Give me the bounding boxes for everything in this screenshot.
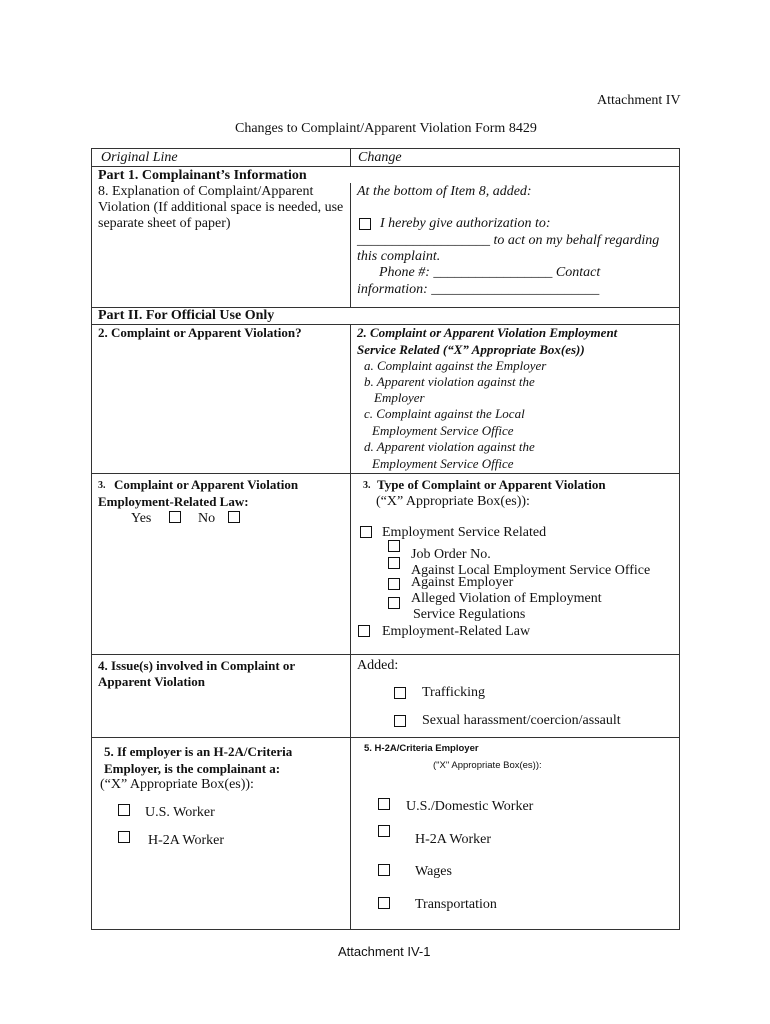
- row3-orig-title: Employment-Related Law:: [98, 494, 249, 509]
- authorization-line: ___________________ to act on my behalf regarding: [357, 233, 660, 248]
- option-label: Alleged Violation of Employment: [411, 591, 602, 606]
- transportation-checkbox[interactable]: [378, 897, 390, 909]
- part1-orig-line: 8. Explanation of Complaint/Apparent: [98, 184, 314, 199]
- attachment-label: Attachment IV: [597, 93, 681, 108]
- row3-change-num: 3.: [363, 480, 371, 491]
- row2-change-title: Service Related (“X” Appropriate Box(es)): [357, 342, 585, 357]
- row3-orig-num: 3.: [98, 480, 106, 491]
- row5-orig: 5. If employer is an H-2A/Criteria: [104, 744, 293, 759]
- option-label: H-2A Worker: [415, 832, 491, 847]
- us-worker-checkbox[interactable]: [118, 804, 130, 816]
- authorization-line: information: ________________________: [357, 282, 600, 297]
- option-label: Against Employer: [411, 575, 514, 590]
- row5-orig: (“X” Appropriate Box(es)):: [100, 777, 254, 792]
- row4-orig: 4. Issue(s) involved in Complaint or: [98, 658, 296, 673]
- option-label: Transportation: [415, 897, 497, 912]
- row2-orig: 2. Complaint or Apparent Violation?: [98, 325, 302, 340]
- wages-checkbox[interactable]: [378, 864, 390, 876]
- part1-change-intro: At the bottom of Item 8, added:: [357, 184, 532, 199]
- option-label: H-2A Worker: [148, 833, 224, 848]
- row2-item: b. Apparent violation against the: [364, 374, 535, 389]
- authorization-line: Phone #: _________________ Contact: [379, 265, 601, 280]
- trafficking-checkbox[interactable]: [394, 687, 406, 699]
- yes-checkbox[interactable]: [169, 511, 181, 523]
- row5-change-sub: ("X" Appropriate Box(es)):: [433, 760, 542, 771]
- part1-orig-line: separate sheet of paper): [98, 216, 231, 231]
- part1-heading: Part 1. Complainant’s Information: [98, 168, 307, 183]
- row4-orig: Apparent Violation: [98, 674, 206, 689]
- option-label: Wages: [415, 864, 452, 879]
- column-change: Change: [358, 150, 402, 165]
- part2-heading: Part II. For Official Use Only: [98, 308, 275, 323]
- row5-orig: Employer, is the complainant a:: [104, 761, 281, 776]
- against-local-office-checkbox[interactable]: [388, 557, 400, 569]
- row2-item: d. Apparent violation against the: [364, 439, 535, 454]
- h2a-worker-checkbox-orig[interactable]: [118, 831, 130, 843]
- option-label: Sexual harassment/coercion/assault: [422, 713, 621, 728]
- column-original-line: Original Line: [101, 150, 178, 165]
- part1-orig-line: Violation (If additional space is needed, use: [98, 200, 344, 215]
- row5-change-title: 5. H-2A/Criteria Employer: [364, 743, 479, 754]
- authorization-line: this complaint.: [357, 249, 441, 264]
- option-label: Employment-Related Law: [382, 624, 531, 639]
- sexual-harassment-checkbox[interactable]: [394, 715, 406, 727]
- option-label: U.S. Worker: [145, 805, 215, 820]
- option-label: Against Local Employment Service Office: [411, 563, 651, 578]
- alleged-violation-checkbox[interactable]: [388, 597, 400, 609]
- row3-change-title: Type of Complaint or Apparent Violation: [377, 477, 606, 492]
- us-domestic-worker-checkbox[interactable]: [378, 798, 390, 810]
- no-label: No: [198, 511, 216, 526]
- row3-change-sub: (“X” Appropriate Box(es)):: [376, 494, 530, 509]
- row3-orig-title: Complaint or Apparent Violation: [114, 477, 299, 492]
- page-title: Changes to Complaint/Apparent Violation Form 8429: [235, 121, 537, 136]
- option-label: U.S./Domestic Worker: [406, 799, 534, 814]
- page-footer: Attachment IV-1: [338, 944, 431, 959]
- against-employer-checkbox[interactable]: [388, 578, 400, 590]
- row2-change-title: 2. Complaint or Apparent Violation Employment: [357, 325, 618, 340]
- row2-item: Employer: [374, 390, 425, 405]
- option-label: Service Regulations: [413, 607, 526, 622]
- row2-item: Employment Service Office: [372, 456, 514, 471]
- option-label: Trafficking: [422, 685, 485, 700]
- employment-related-law-checkbox[interactable]: [358, 625, 370, 637]
- option-label: Job Order No.: [411, 547, 491, 562]
- h2a-worker-checkbox[interactable]: [378, 825, 390, 837]
- job-order-checkbox[interactable]: [388, 540, 400, 552]
- row2-item: c. Complaint against the Local: [364, 406, 525, 421]
- authorization-checkbox[interactable]: [359, 218, 371, 230]
- yes-label: Yes: [131, 511, 152, 526]
- option-label: Employment Service Related: [382, 525, 547, 540]
- employment-service-related-checkbox[interactable]: [360, 526, 372, 538]
- authorization-line: I hereby give authorization to:: [380, 216, 551, 231]
- row2-item: Employment Service Office: [372, 423, 514, 438]
- row4-added: Added:: [357, 658, 399, 673]
- no-checkbox[interactable]: [228, 511, 240, 523]
- row2-item: a. Complaint against the Employer: [364, 358, 547, 373]
